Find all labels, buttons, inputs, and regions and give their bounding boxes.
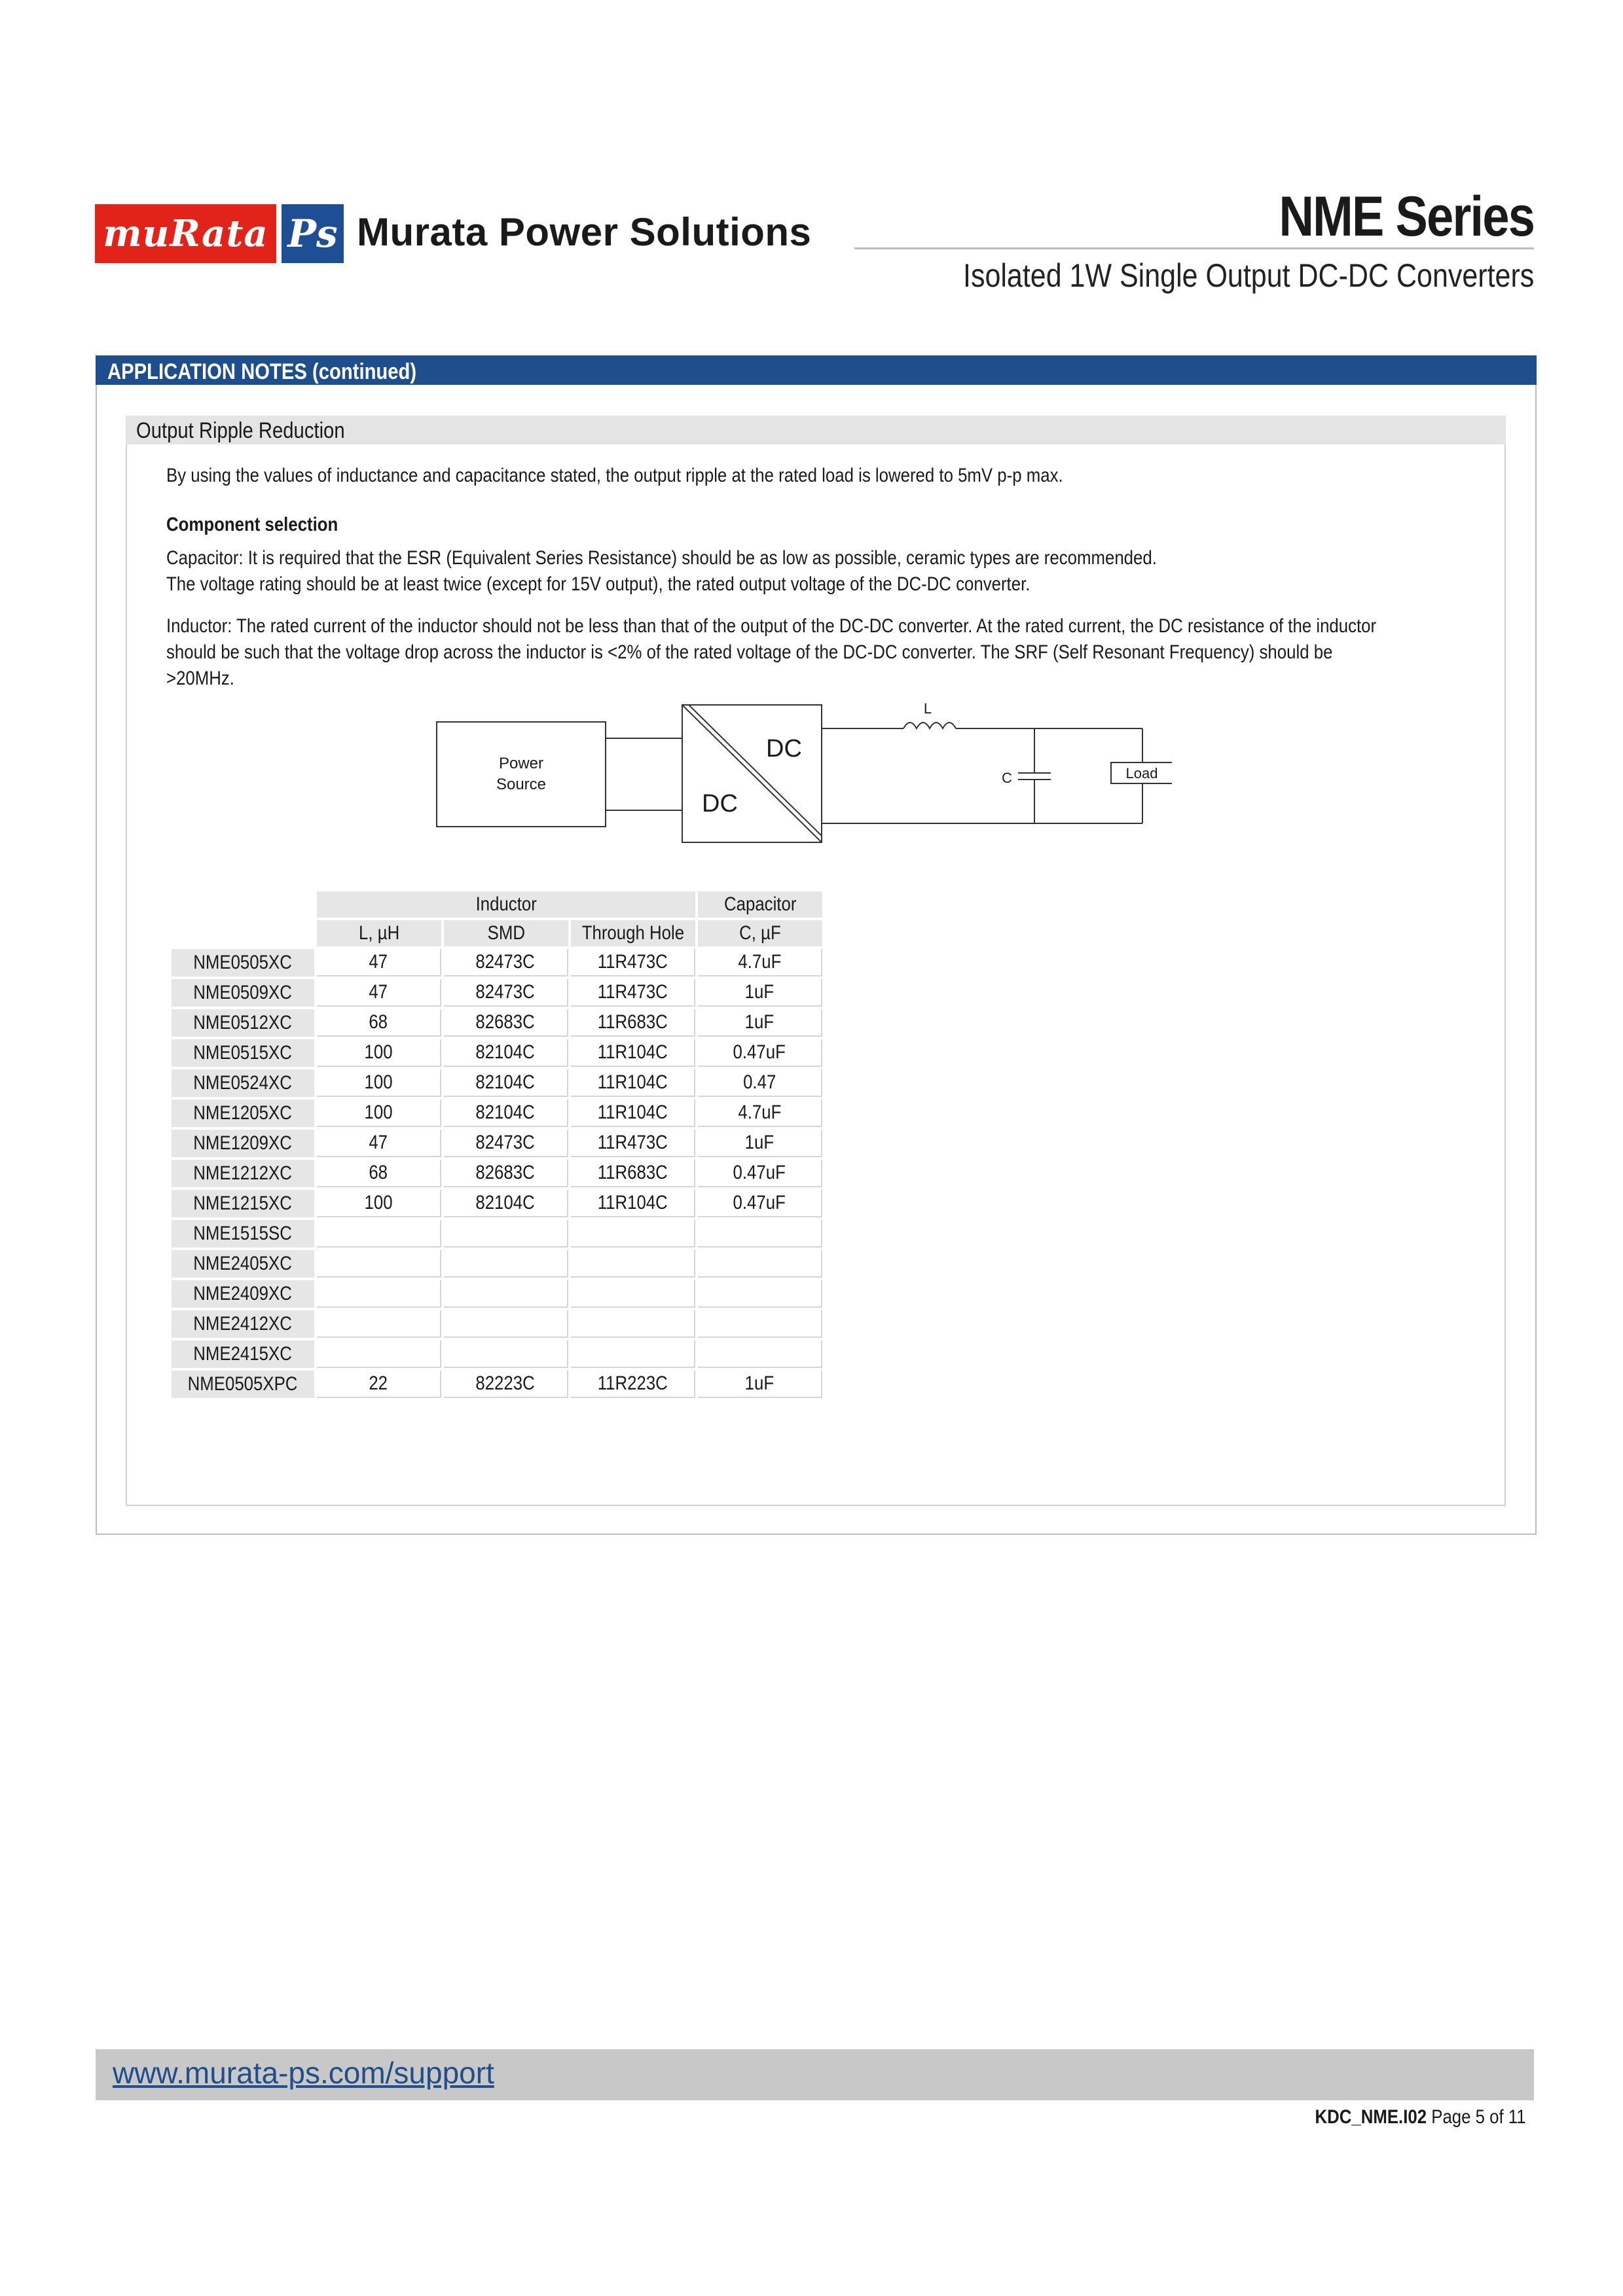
through-hole-cell: 11R104C [571, 1069, 695, 1097]
table-row [172, 1160, 822, 1187]
column-header-row [172, 920, 822, 946]
through-hole-cell: 11R104C [571, 1190, 695, 1217]
table-row [172, 1340, 822, 1368]
smd-cell [444, 1310, 568, 1338]
group-header-row [172, 891, 822, 918]
dc-input-label: DC [702, 790, 738, 817]
model-cell: NME0515XC [172, 1039, 314, 1067]
murata-logo [95, 204, 276, 263]
column-header: C, µF [698, 920, 822, 946]
inductance-cell [317, 1340, 441, 1368]
intro-text: By using the values of inductance and capacitance stated, the output ripple at the rated load is lowered to 5mV p-p max. [166, 465, 1063, 486]
smd-cell: 82104C [444, 1190, 568, 1217]
component-selection-heading: Component selection [166, 514, 338, 535]
table-row [172, 1280, 822, 1308]
inductor-text-line2: should be such that the voltage drop across the inductor is <2% of the rated voltage of the DC-DC converter. The SRF (Self Resonant Frequency) should be [166, 641, 1333, 663]
capacitor-group-header: Capacitor [698, 891, 822, 918]
smd-cell: 82223C [444, 1371, 568, 1398]
model-cell: NME2405XC [172, 1250, 314, 1278]
through-hole-cell: 11R473C [571, 949, 695, 977]
inductor-symbol [903, 723, 956, 728]
page-info [1315, 2106, 1526, 2128]
capacitance-cell: 0.47 [698, 1069, 822, 1097]
through-hole-cell [571, 1280, 695, 1308]
inductance-cell: 68 [317, 1009, 441, 1037]
subsection-header [126, 416, 1506, 444]
model-cell: NME2415XC [172, 1340, 314, 1368]
inductance-cell: 47 [317, 979, 441, 1007]
dc-output-label: DC [766, 735, 802, 762]
column-header: Through Hole [571, 920, 695, 946]
section-title: APPLICATION NOTES (continued) [107, 359, 417, 384]
inductor-text-line3: >20MHz. [166, 668, 234, 689]
doc-code: KDC_NME.I02 [1315, 2106, 1427, 2128]
capacitance-cell: 4.7uF [698, 949, 822, 977]
model-cell: NME2409XC [172, 1280, 314, 1308]
power-source-box [437, 722, 606, 827]
inductance-cell [317, 1220, 441, 1247]
model-cell: NME1215XC [172, 1190, 314, 1217]
table-row [172, 1039, 822, 1067]
ps-logo-mark [282, 204, 344, 263]
through-hole-cell [571, 1340, 695, 1368]
capacitor-text-line2: The voltage rating should be at least twice (except for 15V output), the rated output voltage of the DC-DC converter. [166, 573, 1030, 595]
capacitor-label: C [1002, 770, 1012, 786]
model-cell: NME0512XC [172, 1009, 314, 1037]
smd-cell: 82473C [444, 1130, 568, 1157]
through-hole-cell [571, 1220, 695, 1247]
through-hole-cell: 11R104C [571, 1039, 695, 1067]
smd-cell: 82683C [444, 1160, 568, 1187]
model-cell: NME0505XC [172, 949, 314, 977]
capacitance-cell [698, 1220, 822, 1247]
table-row [172, 1250, 822, 1278]
column-header: L, µH [317, 920, 441, 946]
capacitance-cell: 1uF [698, 1009, 822, 1037]
through-hole-cell: 11R104C [571, 1100, 695, 1127]
model-cell: NME0505XPC [172, 1371, 314, 1398]
smd-cell: 82104C [444, 1100, 568, 1127]
component-table-wrap [169, 889, 825, 1401]
capacitance-cell: 4.7uF [698, 1100, 822, 1127]
smd-cell [444, 1220, 568, 1247]
subsection-title: Output Ripple Reduction [136, 418, 345, 443]
table-row [172, 1069, 822, 1097]
model-cell: NME1205XC [172, 1100, 314, 1127]
inductance-cell: 47 [317, 1130, 441, 1157]
model-cell: NME2412XC [172, 1310, 314, 1338]
model-cell: NME0509XC [172, 979, 314, 1007]
smd-cell: 82473C [444, 979, 568, 1007]
through-hole-cell: 11R223C [571, 1371, 695, 1398]
through-hole-cell [571, 1250, 695, 1278]
capacitance-cell [698, 1310, 822, 1338]
inductance-cell: 47 [317, 949, 441, 977]
smd-cell [444, 1340, 568, 1368]
component-table [169, 889, 825, 1401]
inductance-cell: 100 [317, 1100, 441, 1127]
inductance-cell: 22 [317, 1371, 441, 1398]
table-row [172, 1310, 822, 1338]
page-number: Page 5 of 11 [1431, 2106, 1526, 2128]
smd-cell: 82104C [444, 1069, 568, 1097]
table-row [172, 1100, 822, 1127]
load-label: Load [1125, 765, 1158, 781]
logo-mark-text: Ps [287, 211, 338, 256]
section-header [96, 355, 1537, 385]
model-cell: NME1515SC [172, 1220, 314, 1247]
capacitance-cell [698, 1340, 822, 1368]
table-row [172, 1371, 822, 1398]
ripple-filter-diagram [432, 699, 1172, 856]
table-row [172, 1190, 822, 1217]
through-hole-cell: 11R473C [571, 979, 695, 1007]
table-row [172, 979, 822, 1007]
inductance-cell [317, 1310, 441, 1338]
inductance-cell: 68 [317, 1160, 441, 1187]
capacitance-cell: 0.47uF [698, 1160, 822, 1187]
inductance-cell: 100 [317, 1039, 441, 1067]
smd-cell: 82104C [444, 1039, 568, 1067]
column-header: SMD [444, 920, 568, 946]
support-link[interactable]: www.murata-ps.com/support [113, 2056, 494, 2090]
inductance-cell [317, 1250, 441, 1278]
capacitor-text-line1: Capacitor: It is required that the ESR (Equivalent Series Resistance) should be as low as possible, ceramic types are recommended. [166, 547, 1157, 569]
series-subtitle: Isolated 1W Single Output DC-DC Converters [962, 257, 1534, 294]
capacitance-cell: 0.47uF [698, 1039, 822, 1067]
model-cell: NME0524XC [172, 1069, 314, 1097]
smd-cell: 82683C [444, 1009, 568, 1037]
model-cell: NME1212XC [172, 1160, 314, 1187]
table-row [172, 1220, 822, 1247]
smd-cell: 82473C [444, 949, 568, 977]
through-hole-cell: 11R683C [571, 1160, 695, 1187]
inductor-text-line1: Inductor: The rated current of the inductor should not be less than that of the output of the DC-DC converter. At the rated current, the DC resistance of the inductor [166, 615, 1377, 637]
through-hole-cell [571, 1310, 695, 1338]
table-row [172, 1130, 822, 1157]
company-name: Murata Power Solutions [357, 210, 812, 254]
through-hole-cell: 11R473C [571, 1130, 695, 1157]
power-source-label-line2: Source [496, 776, 547, 793]
corner-cell [172, 891, 314, 918]
capacitance-cell: 1uF [698, 1371, 822, 1398]
inductance-cell [317, 1280, 441, 1308]
inductance-cell: 100 [317, 1190, 441, 1217]
inductance-cell: 100 [317, 1069, 441, 1097]
table-row [172, 1009, 822, 1037]
capacitance-cell: 1uF [698, 1130, 822, 1157]
model-cell: NME1209XC [172, 1130, 314, 1157]
capacitance-cell: 1uF [698, 979, 822, 1007]
capacitance-cell [698, 1280, 822, 1308]
capacitance-cell [698, 1250, 822, 1278]
smd-cell [444, 1280, 568, 1308]
table-row [172, 949, 822, 977]
smd-cell [444, 1250, 568, 1278]
logo-text: muRata [103, 212, 268, 255]
inductor-label: L [923, 700, 932, 717]
series-title: NME Series [1279, 185, 1534, 248]
through-hole-cell: 11R683C [571, 1009, 695, 1037]
power-source-label-line1: Power [498, 755, 544, 772]
inductor-group-header: Inductor [317, 891, 695, 918]
capacitance-cell: 0.47uF [698, 1190, 822, 1217]
